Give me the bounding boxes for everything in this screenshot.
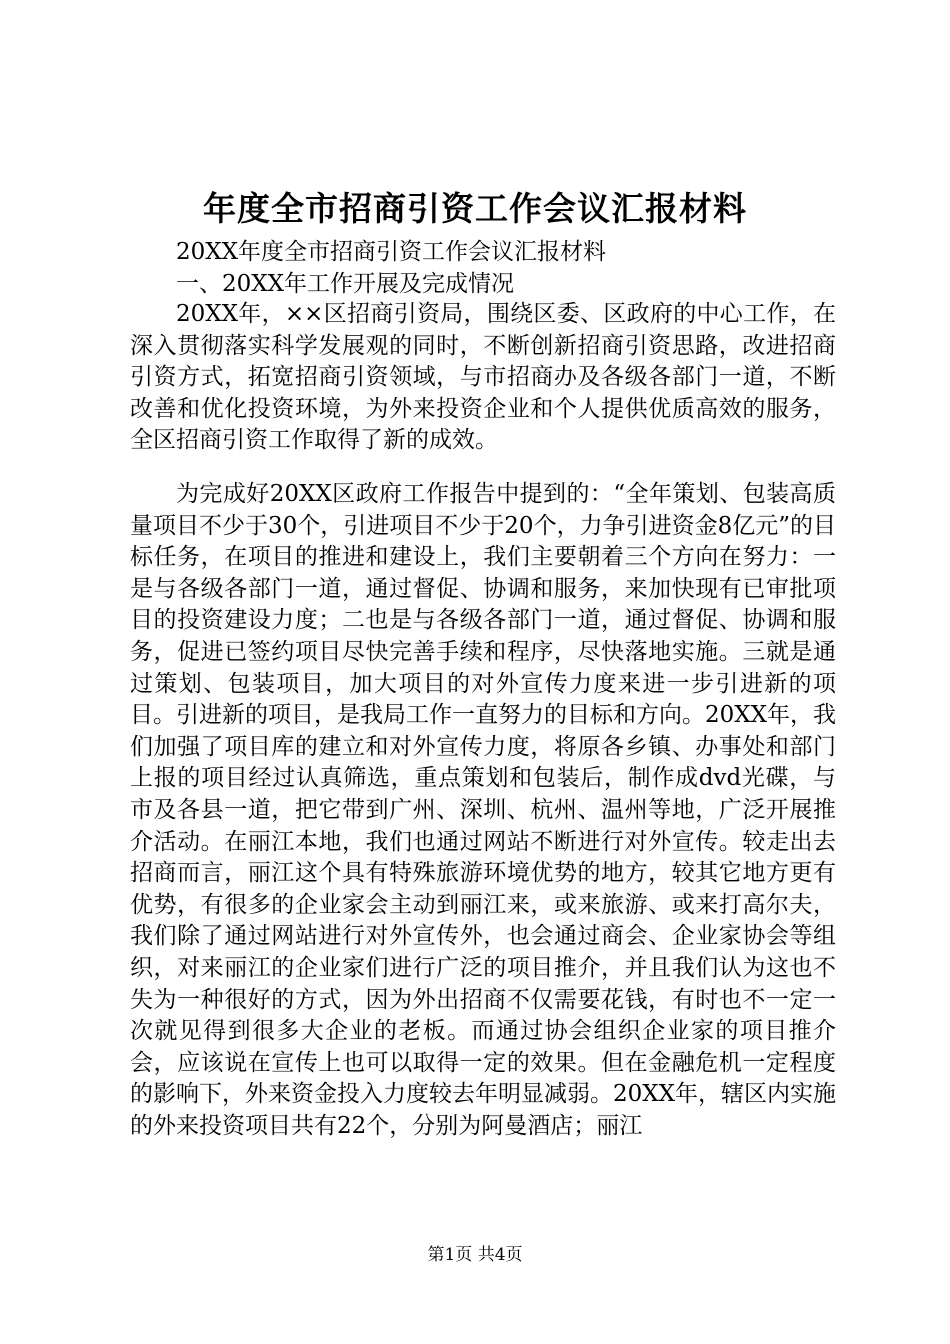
page-footer: 第1页 共4页 (427, 1245, 523, 1265)
document-subtitle: 20XX年度全市招商引资工作会议汇报材料 (176, 239, 607, 265)
paragraph-1: 20XX年，××区招商引资局，围绕区委、区政府的中心工作，在深入贯彻落实科学发展观的同时，不断创新招商引资思路，改进招商引资方式，拓宽招商引资领域，与市招商办及各级各部门一道，不断改善和优化投资环境，为外来投资企业和个人提供优质高效的服务，全区招商引资工作取得了新的成效。 (130, 301, 836, 454)
paragraph-2: 为完成好20XX区政府工作报告中提到的：“全年策划、包装高质量项目不少于30个，引进项目不少于20个，力争引进资金8亿元”的目标任务，在项目的推进和建设上，我们主要朝着三个方向在努力：一是与各级各部门一道，通过督促、协调和服务，来加快现有已审批项目的投资建设力度；二也是与各级各部门一道，通过督促、协调和服务，促进已签约项目尽快完善手续和程序，尽快落地实施。三就是通过策划、包装项目，加大项目的对外宣传力度来进一步引进新的项目。引进新的项目，是我局工作一直努力的目标和方向。20XX年，我们加强了项目库的建立和对外宣传力度，将原各乡镇、办事处和部门上报的项目经过认真筛选，重点策划和包装后，制作成dvd光碟，与市及各县一道，把它带到广州、深圳、杭州、温州等地，广泛开展推介活动。在丽江本地，我们也通过网站不断进行对外宣传。较走出去招商而言，丽江这个具有特殊旅游环境优势的地方，较其它地方更有优势，有很多的企业家会主动到丽江来，或来旅游、或来打高尔夫，我们除了通过网站进行对外宣传外，也会通过商会、企业家协会等组织，对来丽江的企业家们进行广泛的项目推介，并且我们认为这也不失为一种很好的方式，因为外出招商不仅需要花钱，有时也不一定一次就见得到很多大企业的老板。而通过协会组织企业家的项目推介会，应该说在宣传上也可以取得一定的效果。但在金融危机一定程度的影响下，外来资金投入力度较去年明显减弱。20XX年，辖区内实施的外来投资项目共有22个，分别为阿曼酒店；丽江 (130, 481, 837, 1139)
section-heading: 一、20XX年工作开展及完成情况 (176, 271, 515, 297)
document-title: 年度全市招商引资工作会议汇报材料 (203, 189, 747, 228)
